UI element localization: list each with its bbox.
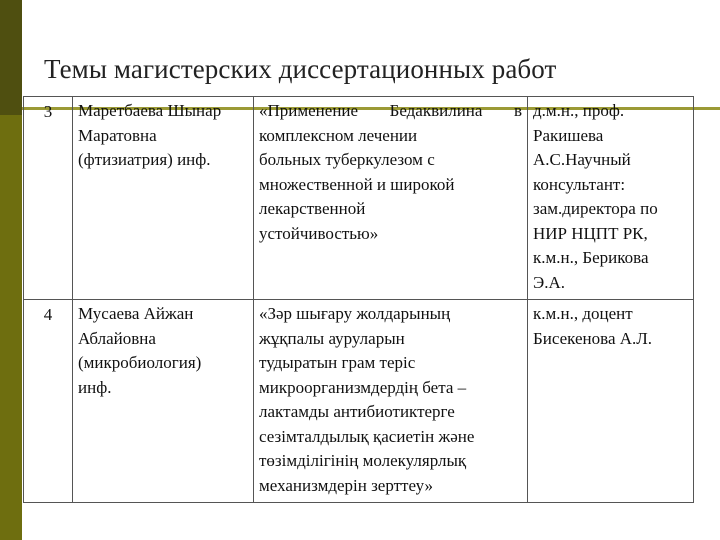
side-accent-bar-top — [0, 0, 22, 115]
author-line: Маратовна — [78, 125, 157, 145]
topic-line: лекарственной — [259, 199, 366, 218]
topic-line: комплексном лечении — [259, 125, 418, 145]
topic-line: лактамды антибиотиктерге — [259, 402, 455, 421]
supervisor-line: зам.директора по — [533, 199, 658, 218]
supervisor-line: консультант: — [533, 174, 626, 194]
theses-table — [23, 96, 694, 503]
topic-line: механизмдерін зерттеу» — [259, 475, 434, 495]
author-line: инф. — [78, 377, 112, 397]
supervisor-line: Э.А. — [533, 272, 565, 292]
supervisor-cell — [528, 300, 694, 503]
table-row — [24, 300, 694, 503]
topic-cell — [254, 97, 528, 300]
supervisor-line: д.м.н., проф. — [533, 101, 625, 120]
author-line: Мусаева Айжан — [78, 304, 194, 323]
supervisor-line: Бисекенова А.Л. — [533, 328, 653, 348]
supervisor-line: Ракишева — [533, 125, 604, 145]
supervisor-line: НИР НЦПТ РК, — [533, 223, 648, 243]
author-line: (фтизиатрия) инф. — [78, 150, 211, 169]
row-number: 4 — [24, 300, 73, 503]
author-line: Аблайовна — [78, 328, 156, 348]
row-number: 3 — [24, 97, 73, 300]
topic-cell — [254, 300, 528, 503]
author-line: Маретбаева Шынар — [78, 101, 222, 120]
table-row — [24, 97, 694, 300]
topic-line: множественной и широкой — [259, 174, 455, 194]
topic-line: «Зәр шығару жолдарының — [259, 304, 451, 323]
topic-line: микроорганизмдердің бета – — [259, 377, 467, 397]
topic-line: жұқпалы ауруларын — [259, 328, 405, 348]
topic-line: төзімділігінің молекулярлық — [259, 451, 467, 470]
topic-first-line — [259, 99, 522, 124]
author-cell — [73, 300, 254, 503]
topic-line: больных туберкулезом с — [259, 150, 435, 169]
supervisor-line: к.м.н., Берикова — [533, 248, 649, 267]
topic-word: Бедаквилина — [389, 101, 483, 120]
supervisor-cell — [528, 97, 694, 300]
supervisor-line: А.С.Научный — [533, 150, 631, 169]
topic-word: в — [513, 101, 522, 120]
topic-word: «Применение — [259, 101, 359, 120]
supervisor-line: к.м.н., доцент — [533, 304, 633, 323]
topic-line: устойчивостью» — [259, 223, 379, 243]
author-line: (микробиология) — [78, 353, 202, 372]
slide-title: Темы магистерских диссертационных работ — [44, 54, 557, 84]
author-cell — [73, 97, 254, 300]
topic-line: сезімталдылық қасиетін және — [259, 426, 475, 446]
topic-line: тудыратын грам теріс — [259, 353, 416, 372]
